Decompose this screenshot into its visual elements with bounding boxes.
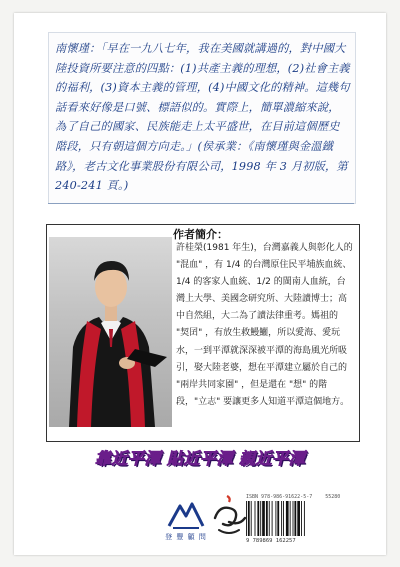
swirl-logo-icon: [209, 492, 249, 536]
slogan-banner: 靠近平潭 貼近平潭 親近平潭: [94, 449, 306, 468]
author-bio-box: [46, 224, 360, 442]
divider-line: [48, 203, 354, 204]
quote-text: 南懷瑾：「早在一九八七年，我在美國就講過的，對中國大陸投資所要注意的四點：(1)共產主義的理想，(2)社會主義的福利，(3)資本主義的管理，(4)中國文化的精神。這幾句話看來好像是口號、標語似的。實際上，簡單濃縮來說，為了自己的國家、民族能走上太平盛世，在目前這個歷史階段，只有朝這個方向走。」(侯承業：《南懷瑾與金溫鐵路》，老古文化事業股份有限公司，1998 年 3 月初版，第 240-241 頁。): [55, 42, 350, 193]
author-portrait-illustration: [49, 237, 172, 427]
author-photo: [49, 237, 172, 427]
bio-text: 許桂榮(1981 年生)，台灣嘉義人與彰化人的 "混血" ，有 1/4 的台灣原住民平埔族血統、1/4 的客家人血統、1/2 的閩南人血統，台灣上大學、美國念研究所、大陸讀博士；高中自然組，大二為了讀法律重考。媽祖的 "契囝" ，有放生救鰻鱺，所以愛海、愛玩水，一到平潭就深深被平潭的海島風光所吸引，娶大陸老婆，想在平潭建立屬於自己的 "兩岸共同家園" ，但是還在 "想" 的階段，"立志" 要讓更多人知道平潭這個地方。: [176, 243, 353, 407]
bio-heading: 作者簡介：: [173, 228, 228, 241]
publisher-name: 登 豐 顧 問: [165, 533, 207, 541]
isbn-digits: 9 789869 162257: [246, 538, 296, 544]
quote-box: [48, 32, 356, 204]
barcode-graphic: [245, 501, 331, 536]
mountain-logo-icon: [167, 498, 205, 530]
isbn-label: ISBN 978-986-91622-5-7 55280: [246, 494, 341, 500]
